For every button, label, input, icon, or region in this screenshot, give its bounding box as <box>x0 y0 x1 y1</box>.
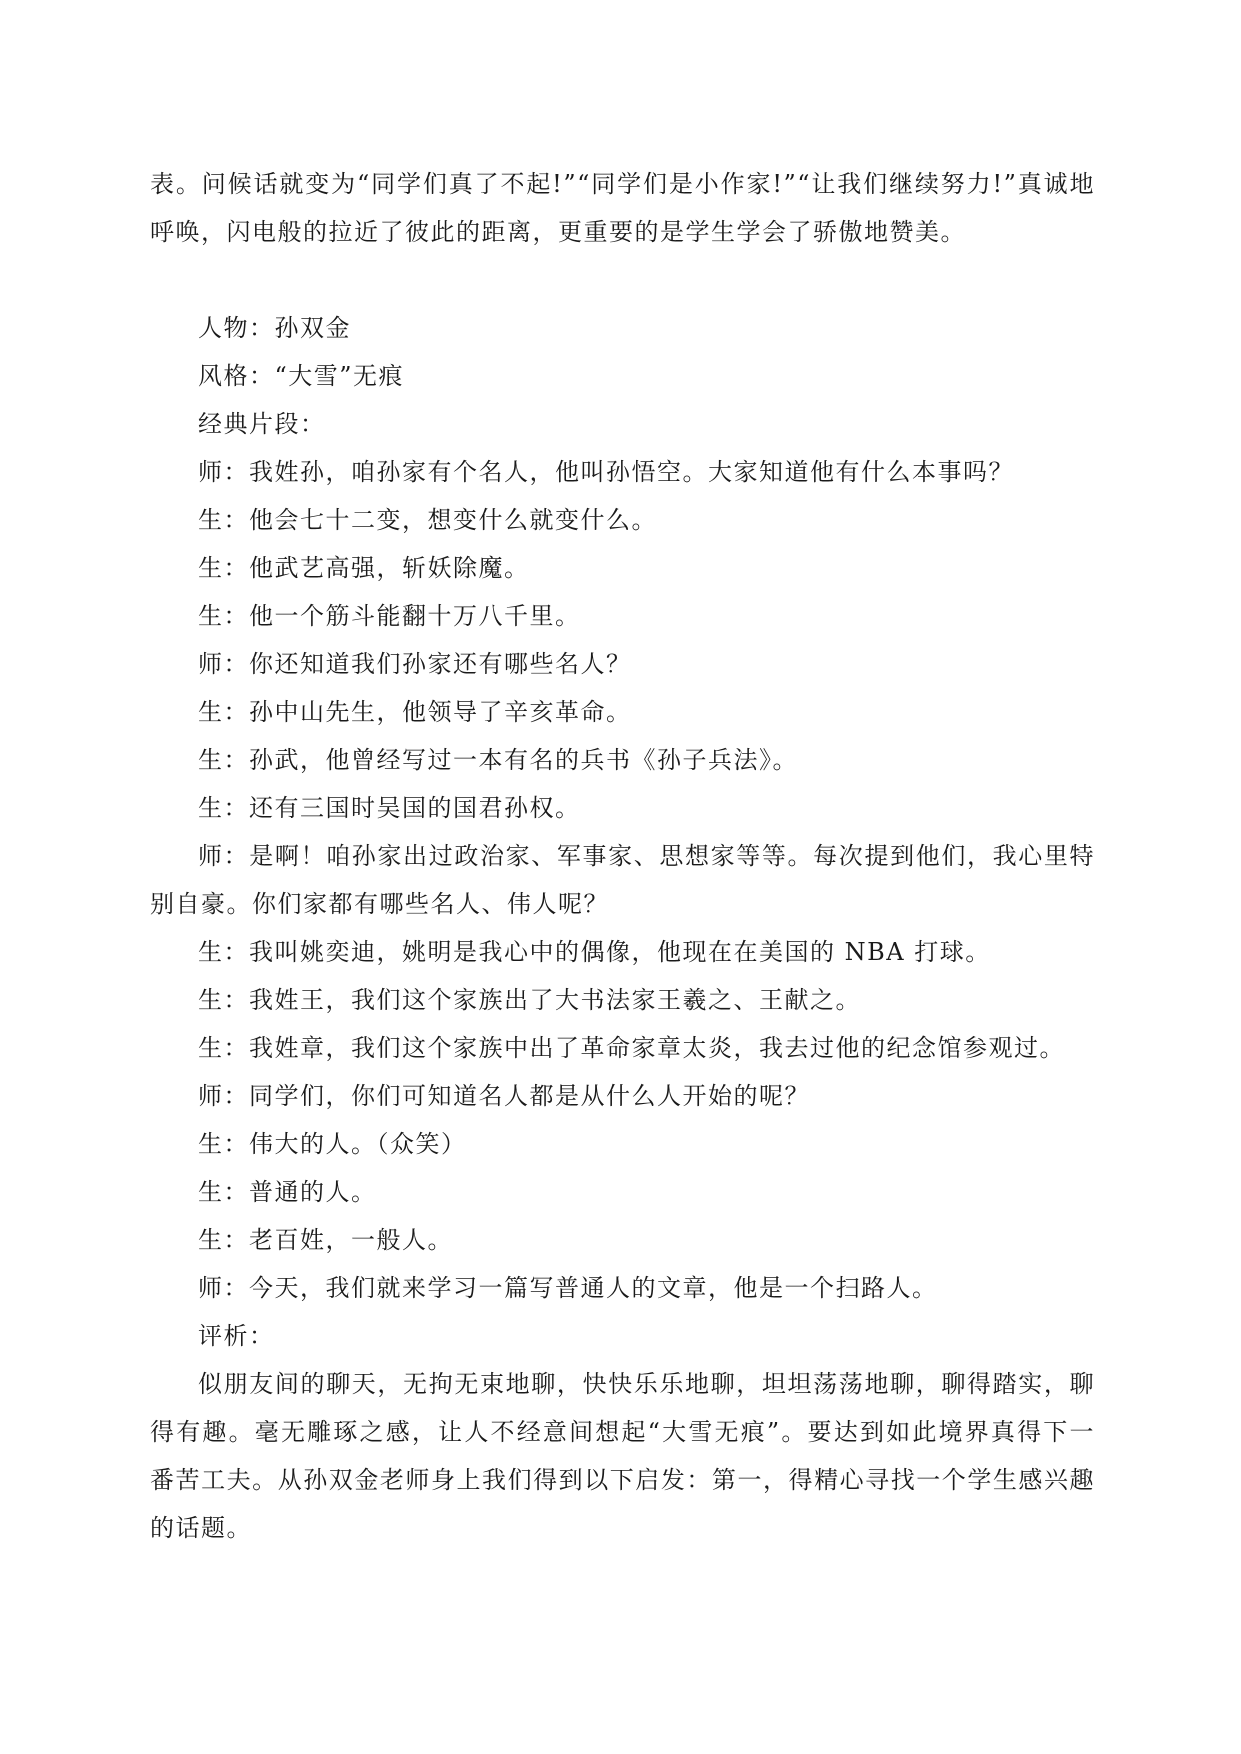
classic-heading: 经典片段： <box>198 410 326 438</box>
dialogue-line: 生：他一个筋斗能翻十万八千里。 <box>198 602 581 630</box>
dialogue-line: 师：你还知道我们孙家还有哪些名人？ <box>198 650 632 678</box>
dialogue-line: 生：我姓王，我们这个家族出了大书法家王羲之、王献之。 <box>198 986 861 1014</box>
dialogue-line: 师：是啊！咱孙家出过政治家、军事家、思想家等等。每次提到他们，我心里特别自豪。你们家都有哪些名人、伟人呢？ <box>150 842 1095 918</box>
dialogue-line: 生：老百姓，一般人。 <box>198 1226 453 1254</box>
dialogue-line: 生：他武艺高强，斩妖除魔。 <box>198 554 530 582</box>
person-line: 人物：孙双金 <box>198 314 351 342</box>
dialogue-line: 生：孙武，他曾经写过一本有名的兵书《孙子兵法》。 <box>198 746 798 774</box>
analysis-heading: 评析： <box>198 1322 275 1350</box>
analysis-paragraph: 似朋友间的聊天，无拘无束地聊，快快乐乐地聊，坦坦荡荡地聊，聊得踏实，聊得有趣。毫无雕琢之感，让人不经意间想起“大雪无痕”。要达到如此境界真得下一番苦工夫。从孙双金老师身上我们得到以下启发：第一，得精心寻找一个学生感兴趣的话题。 <box>150 1370 1095 1542</box>
intro-paragraph: 表。问候话就变为“同学们真了不起!”“同学们是小作家!”“让我们继续努力!”真诚地呼唤，闪电般的拉近了彼此的距离，更重要的是学生学会了骄傲地赞美。 <box>150 170 1095 246</box>
document-page <box>150 160 1095 1552</box>
dialogue-line: 生：还有三国时吴国的国君孙权。 <box>198 794 581 822</box>
dialogue-line: 师：同学们，你们可知道名人都是从什么人开始的呢？ <box>198 1082 810 1110</box>
dialogue-line: 师：我姓孙，咱孙家有个名人，他叫孙悟空。大家知道他有什么本事吗？ <box>198 458 1014 486</box>
dialogue-line: 生：我叫姚奕迪，姚明是我心中的偶像，他现在在美国的 NBA 打球。 <box>198 938 991 966</box>
dialogue-line: 师：今天，我们就来学习一篇写普通人的文章，他是一个扫路人。 <box>198 1274 938 1302</box>
dialogue-line: 生：普通的人。 <box>198 1178 377 1206</box>
dialogue-line: 生：伟大的人。（众笑） <box>198 1130 467 1158</box>
dialogue-line: 生：他会七十二变，想变什么就变什么。 <box>198 506 657 534</box>
style-line: 风格：“大雪”无痕 <box>198 362 405 390</box>
dialogue-line: 生：孙中山先生，他领导了辛亥革命。 <box>198 698 632 726</box>
section-gap <box>150 256 1095 304</box>
dialogue-line: 生：我姓章，我们这个家族中出了革命家章太炎，我去过他的纪念馆参观过。 <box>198 1034 1065 1062</box>
